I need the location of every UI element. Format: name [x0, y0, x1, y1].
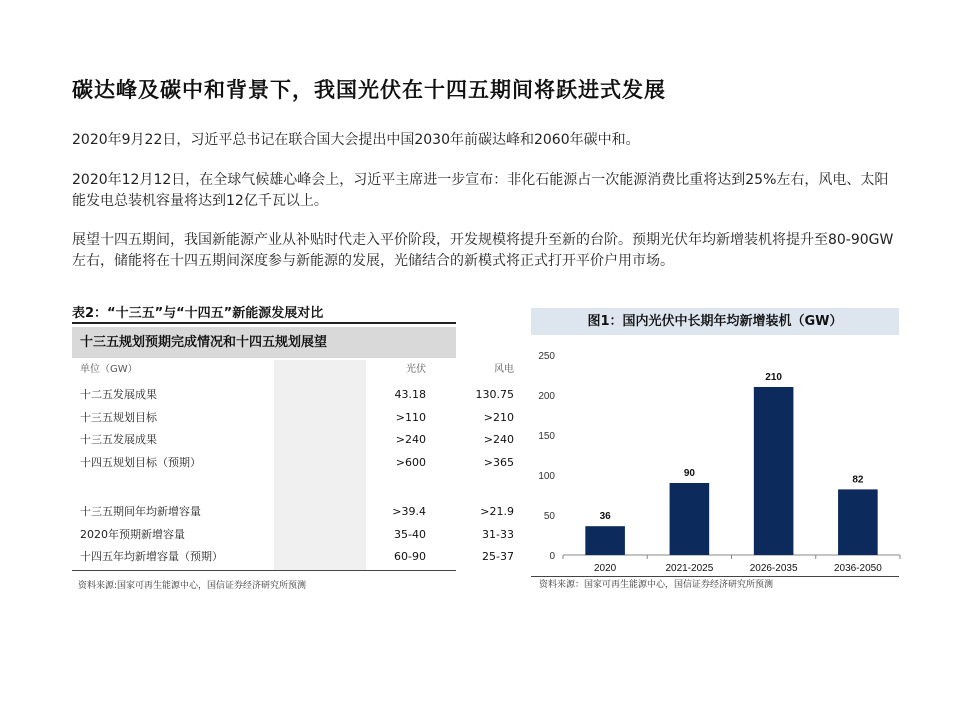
wind-value: >21.9: [480, 505, 514, 518]
y-tick-label: 200: [538, 391, 555, 402]
table-header: 十三五规划预期完成情况和十四五规划展望: [72, 327, 456, 358]
paragraph-outlook: 展望十四五期间，我国新能源产业从补贴时代走入平价阶段，开发规模将提升至新的台阶。预期光伏年均新增装机将提升至80-90GW左右，储能将在十四五期间深度参与新能源的发展，光储结合的新模式将正式打开平价户用市场。: [72, 232, 894, 269]
bar-2026-2035: [754, 387, 794, 555]
wind-value: 130.75: [475, 388, 514, 401]
data-label: 210: [765, 372, 782, 383]
column-header-solar: 光伏: [406, 364, 426, 375]
data-label: 36: [599, 511, 611, 523]
data-label: 82: [852, 474, 864, 486]
y-tick-label: 150: [538, 431, 555, 442]
table-top-rule: [72, 322, 456, 324]
figure-caption: 图1：国内光伏中长期年均新增装机（GW）: [531, 308, 899, 335]
row-label: 十二五发展成果: [80, 388, 157, 401]
bar-2020: [585, 526, 625, 555]
row-label: 十三五规划目标: [80, 411, 157, 424]
wind-value: 25-37: [482, 550, 514, 563]
table-source: 资料来源:国家可再生能源中心，国信证券经济研究所预测: [78, 581, 307, 591]
table-row: [72, 407, 514, 429]
column-header-wind: 风电: [494, 364, 514, 375]
x-tick-label: 2026-2035: [749, 563, 798, 574]
solar-value: 35-40: [394, 528, 426, 541]
solar-value: >110: [395, 411, 426, 424]
table-column-headers: [72, 359, 514, 381]
solar-value: >240: [395, 433, 426, 446]
data-label: 90: [683, 468, 695, 479]
row-label: 2020年预期新增容量: [80, 528, 185, 541]
row-label: 十三五期间年均新增容量: [80, 505, 201, 518]
paragraph-carbon-goal: 2020年9月22日，习近平总书记在联合国大会提出中国2030年前碳达峰和2060年碳中和。: [72, 132, 640, 148]
solar-value: 43.18: [394, 388, 426, 401]
solar-value: >39.4: [392, 505, 426, 518]
table-bottom-rule: [72, 570, 456, 571]
paragraph-climate-summit: 2020年12月12日，在全球气候雄心峰会上，习近平主席进一步宣布：非化石能源占一次能源消费比重将达到25%左右，风电、太阳能发电总装机容量将达到12亿千瓦以上。: [72, 172, 889, 209]
wind-value: >210: [483, 411, 514, 424]
row-label: 十四五年均新增容量（预期）: [80, 550, 223, 563]
x-tick-label: 2021-2025: [665, 563, 714, 574]
row-label: 十三五发展成果: [80, 433, 157, 446]
bar-chart: [520, 340, 905, 576]
table-row: [72, 384, 514, 406]
solar-value: 60-90: [394, 550, 426, 563]
y-tick-label: 250: [538, 351, 555, 362]
y-tick-label: 100: [538, 471, 555, 482]
solar-value: >600: [395, 456, 426, 469]
x-tick-label: 2020: [594, 563, 617, 574]
figure-source: 资料来源：国家可再生能源中心，国信证券经济研究所预测: [539, 580, 774, 590]
wind-value: >240: [483, 433, 514, 446]
table-row-empty: [72, 477, 456, 499]
table-caption: 表2：“十三五”与“十四五”新能源发展对比: [72, 306, 324, 321]
table-row: [72, 501, 514, 523]
bar-2021-2025: [670, 483, 710, 555]
column-header-unit: 单位（GW）: [80, 364, 138, 375]
bar-2036-2050: [838, 489, 878, 555]
y-tick-label: 0: [549, 551, 555, 562]
table-row: [72, 546, 514, 568]
wind-value: 31-33: [482, 528, 514, 541]
wind-value: >365: [483, 456, 514, 469]
table-row: [72, 524, 514, 546]
y-tick-label: 50: [543, 511, 555, 522]
row-label: 十四五规划目标（预期）: [80, 456, 201, 469]
table-row: [72, 429, 514, 451]
x-tick-label: 2036-2050: [833, 563, 882, 574]
table-row: [72, 452, 514, 474]
page-title: 碳达峰及碳中和背景下，我国光伏在十四五期间将跃进式发展: [72, 78, 666, 102]
